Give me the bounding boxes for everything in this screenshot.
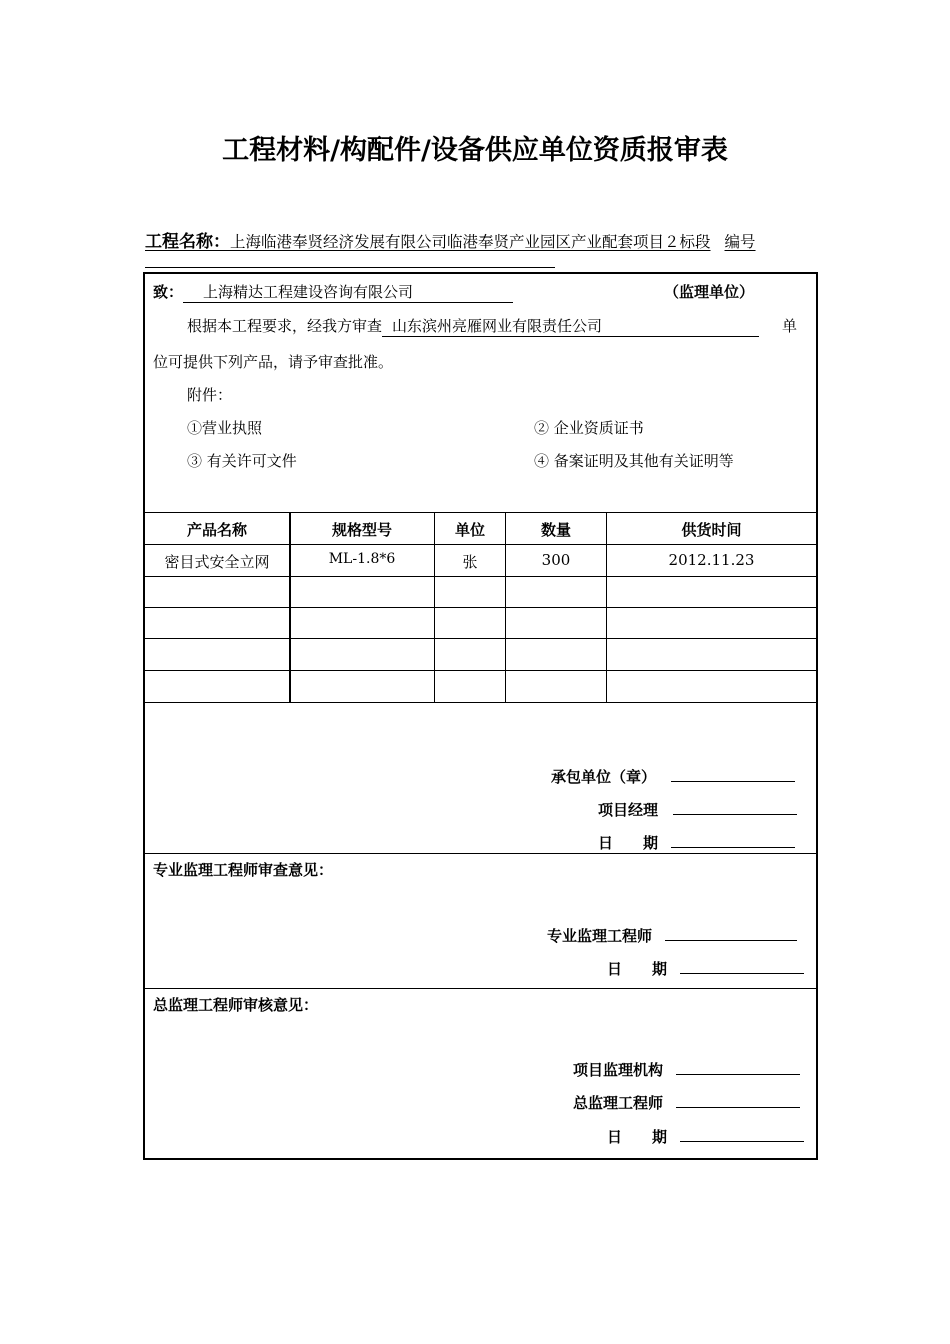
header-unit: 单位 [454,521,485,539]
contractor-unit-signature-line [671,767,795,782]
chief-date-text: 日 期 [607,1128,668,1146]
header-spec-model: 规格型号 [331,521,392,539]
table-row-border [145,670,816,671]
header-delivery-time: 供货时间 [681,521,742,539]
specialist-engineer-text: 专业监理工程师 [547,927,653,945]
project-name-line [145,227,810,252]
contractor-unit-text: 承包单位（章） [551,768,657,786]
table-column-divider [434,512,435,702]
table-row-border [145,576,816,577]
attachments-label: 附件： [187,386,233,404]
request-prefix: 根据本工程要求，经我方审查 [187,317,383,335]
table-row-border [145,638,816,639]
contractor-date-text: 日 期 [598,834,659,852]
chief-date-label [607,1126,804,1147]
section-divider [145,853,816,854]
contractor-date-label [598,832,795,853]
request-line-1 [187,315,759,337]
cell-spec-model: ML-1.8*6 [328,551,396,567]
document-title: 工程材料/构配件/设备供应单位资质报审表 [222,135,728,166]
project-manager-signature-line [673,800,797,815]
addressee-label: 致： [153,283,184,301]
chief-engineer-text: 总监理工程师 [573,1094,664,1112]
addressee-line [153,281,513,303]
attachment-qualification-cert: ② 企业资质证书 [534,419,644,437]
section-divider [145,988,816,989]
table-column-divider [606,512,607,702]
supervision-agency-text: 项目监理机构 [573,1061,664,1079]
contractor-date-line [671,833,795,848]
number-label: 编号 [724,233,756,251]
contractor-unit-label [551,766,795,787]
chief-engineer-label [573,1092,800,1113]
header-quantity: 数量 [540,521,571,539]
project-manager-text: 项目经理 [598,801,659,819]
table-top-border [145,512,816,513]
specialist-review-heading: 专业监理工程师审查意见： [153,861,334,879]
project-name-value: 上海临港奉贤经济发展有限公司临港奉贤产业园区产业配套项目２标段 [230,233,711,251]
project-name-underline [145,267,555,268]
supervision-agency-label [573,1059,800,1080]
specialist-engineer-signature-line [665,926,797,941]
form-frame [143,272,818,1160]
request-suffix: 单 [782,317,798,335]
specialist-date-line [680,959,804,974]
cell-unit: 张 [462,553,478,571]
cell-product-name: 密目式安全立网 [164,553,270,571]
supplier-name: 山东滨州亮雁网业有限责任公司 [382,315,759,337]
addressee-role: （监理单位） [664,283,755,301]
attachment-permit-docs: ③ 有关许可文件 [187,452,297,470]
specialist-date-text: 日 期 [607,960,668,978]
table-row-border [145,607,816,608]
table-column-divider [289,512,291,702]
cell-quantity: 300 [541,551,571,569]
addressee-name: 上海精达工程建设咨询有限公司 [183,281,513,303]
cell-delivery-time: 2012.11.23 [668,551,755,569]
specialist-date-label [607,958,804,979]
chief-review-heading: 总监理工程师审核意见： [153,996,319,1014]
table-column-divider [505,512,506,702]
supervision-agency-signature-line [676,1060,800,1075]
table-header-border [145,544,816,545]
table-bottom-border [145,702,816,703]
chief-date-line [680,1127,804,1142]
project-manager-label [598,799,797,820]
header-product-name: 产品名称 [186,521,247,539]
attachment-filing-proofs: ④ 备案证明及其他有关证明等 [534,452,734,470]
attachment-business-license: ①营业执照 [187,419,263,437]
chief-engineer-signature-line [676,1093,800,1108]
request-line-2: 位可提供下列产品，请予审查批准。 [153,353,394,371]
project-name-label: 工程名称： [145,232,230,252]
specialist-engineer-label [547,925,797,946]
